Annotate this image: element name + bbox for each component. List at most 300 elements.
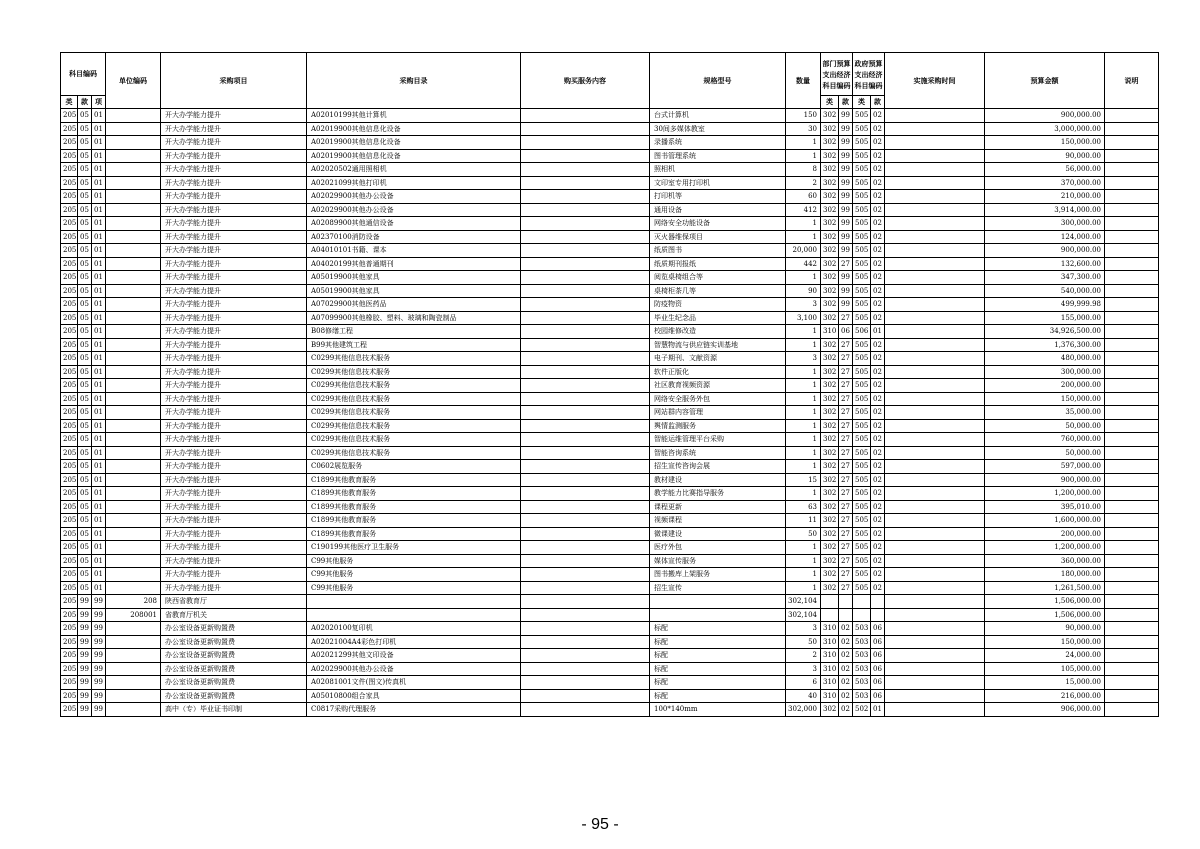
cell-gov-kuan: 02 bbox=[871, 271, 885, 285]
cell-service bbox=[521, 527, 650, 541]
table-row bbox=[61, 203, 1159, 217]
cell-gov-kuan: 02 bbox=[871, 230, 885, 244]
cell-kuan: 05 bbox=[78, 568, 92, 582]
cell-lei: 205 bbox=[61, 676, 78, 690]
cell-time bbox=[885, 406, 985, 420]
table-row bbox=[61, 500, 1159, 514]
cell-time bbox=[885, 514, 985, 528]
cell-time bbox=[885, 433, 985, 447]
cell-note bbox=[1105, 352, 1159, 366]
cell-spec: 媒体宣传服务 bbox=[650, 554, 786, 568]
table-body bbox=[61, 109, 1159, 717]
cell-project: 开大办学能力提升 bbox=[161, 230, 307, 244]
cell-kuan: 05 bbox=[78, 500, 92, 514]
cell-spec: 标配 bbox=[650, 635, 786, 649]
cell-lei: 205 bbox=[61, 433, 78, 447]
cell-service bbox=[521, 257, 650, 271]
cell-spec: 智慧物流与供应链实训基地 bbox=[650, 338, 786, 352]
cell-qty: 3 bbox=[786, 662, 821, 676]
cell-spec: 30间多媒体教室 bbox=[650, 122, 786, 136]
cell-gov-lei bbox=[853, 608, 871, 622]
cell-dept-lei: 302 bbox=[821, 473, 839, 487]
header-gov-code: 政府预算支出经济科目编码 bbox=[853, 53, 885, 96]
cell-note bbox=[1105, 419, 1159, 433]
cell-time bbox=[885, 379, 985, 393]
cell-xiang: 01 bbox=[92, 230, 106, 244]
cell-project: 办公室设备更新购置费 bbox=[161, 676, 307, 690]
cell-spec: 医疗外包 bbox=[650, 541, 786, 555]
cell-xiang: 01 bbox=[92, 325, 106, 339]
cell-qty: 3 bbox=[786, 298, 821, 312]
cell-gov-kuan: 02 bbox=[871, 338, 885, 352]
cell-dept-lei: 310 bbox=[821, 689, 839, 703]
cell-time bbox=[885, 703, 985, 717]
cell-project: 开大办学能力提升 bbox=[161, 257, 307, 271]
cell-unit-code bbox=[106, 365, 161, 379]
cell-catalog: A07029900其他医药品 bbox=[307, 298, 521, 312]
cell-kuan: 99 bbox=[78, 703, 92, 717]
cell-lei: 205 bbox=[61, 311, 78, 325]
cell-time bbox=[885, 622, 985, 636]
cell-kuan: 05 bbox=[78, 176, 92, 190]
cell-spec: 微课建设 bbox=[650, 527, 786, 541]
cell-gov-lei: 505 bbox=[853, 176, 871, 190]
cell-dept-lei: 302 bbox=[821, 298, 839, 312]
cell-xiang: 01 bbox=[92, 271, 106, 285]
cell-lei: 205 bbox=[61, 460, 78, 474]
cell-spec: 通用设备 bbox=[650, 203, 786, 217]
cell-dept-kuan: 06 bbox=[839, 325, 853, 339]
cell-project: 开大办学能力提升 bbox=[161, 109, 307, 123]
cell-dept-lei: 310 bbox=[821, 676, 839, 690]
cell-dept-kuan: 02 bbox=[839, 662, 853, 676]
cell-xiang: 99 bbox=[92, 662, 106, 676]
cell-project: 开大办学能力提升 bbox=[161, 352, 307, 366]
cell-kuan: 05 bbox=[78, 244, 92, 258]
cell-kuan: 05 bbox=[78, 230, 92, 244]
cell-service bbox=[521, 595, 650, 609]
cell-unit-code bbox=[106, 230, 161, 244]
cell-kuan: 05 bbox=[78, 190, 92, 204]
cell-service bbox=[521, 676, 650, 690]
cell-dept-lei: 302 bbox=[821, 163, 839, 177]
cell-time bbox=[885, 311, 985, 325]
cell-unit-code bbox=[106, 203, 161, 217]
cell-catalog: A02019900其他信息化设备 bbox=[307, 122, 521, 136]
cell-qty: 11 bbox=[786, 514, 821, 528]
cell-note bbox=[1105, 311, 1159, 325]
cell-catalog: C0299其他信息技术服务 bbox=[307, 406, 521, 420]
cell-xiang: 01 bbox=[92, 109, 106, 123]
header-lei: 类 bbox=[61, 96, 78, 109]
cell-gov-kuan: 02 bbox=[871, 311, 885, 325]
cell-kuan: 05 bbox=[78, 460, 92, 474]
cell-xiang: 01 bbox=[92, 487, 106, 501]
cell-gov-lei: 505 bbox=[853, 581, 871, 595]
cell-qty: 1 bbox=[786, 581, 821, 595]
cell-spec: 录播系统 bbox=[650, 136, 786, 150]
cell-gov-kuan: 02 bbox=[871, 568, 885, 582]
cell-lei: 205 bbox=[61, 379, 78, 393]
cell-amount: 3,000,000.00 bbox=[985, 122, 1105, 136]
cell-lei: 205 bbox=[61, 662, 78, 676]
cell-service bbox=[521, 460, 650, 474]
header-service: 购买服务内容 bbox=[521, 53, 650, 109]
cell-catalog: A02029900其他办公设备 bbox=[307, 662, 521, 676]
cell-note bbox=[1105, 284, 1159, 298]
cell-lei: 205 bbox=[61, 230, 78, 244]
cell-xiang: 01 bbox=[92, 257, 106, 271]
table-row bbox=[61, 176, 1159, 190]
cell-amount: 216,000.00 bbox=[985, 689, 1105, 703]
cell-note bbox=[1105, 176, 1159, 190]
cell-dept-lei: 302 bbox=[821, 203, 839, 217]
cell-gov-lei: 505 bbox=[853, 136, 871, 150]
cell-project: 开大办学能力提升 bbox=[161, 554, 307, 568]
cell-project: 办公室设备更新购置费 bbox=[161, 622, 307, 636]
cell-project: 开大办学能力提升 bbox=[161, 244, 307, 258]
cell-project: 开大办学能力提升 bbox=[161, 122, 307, 136]
cell-note bbox=[1105, 325, 1159, 339]
cell-gov-lei: 505 bbox=[853, 217, 871, 231]
cell-service bbox=[521, 662, 650, 676]
table-row bbox=[61, 581, 1159, 595]
cell-xiang: 01 bbox=[92, 541, 106, 555]
cell-time bbox=[885, 217, 985, 231]
cell-gov-kuan: 01 bbox=[871, 703, 885, 717]
header-kuan: 款 bbox=[78, 96, 92, 109]
cell-xiang: 01 bbox=[92, 203, 106, 217]
cell-spec: 软件正版化 bbox=[650, 365, 786, 379]
cell-dept-kuan: 02 bbox=[839, 703, 853, 717]
cell-spec: 标配 bbox=[650, 689, 786, 703]
cell-service bbox=[521, 473, 650, 487]
cell-time bbox=[885, 554, 985, 568]
cell-time bbox=[885, 460, 985, 474]
cell-project: 省教育厅机关 bbox=[161, 608, 307, 622]
cell-kuan: 05 bbox=[78, 527, 92, 541]
cell-qty: 40 bbox=[786, 689, 821, 703]
cell-xiang: 01 bbox=[92, 514, 106, 528]
cell-gov-lei: 505 bbox=[853, 419, 871, 433]
cell-amount: 347,300.00 bbox=[985, 271, 1105, 285]
cell-gov-lei: 505 bbox=[853, 446, 871, 460]
cell-lei: 205 bbox=[61, 352, 78, 366]
cell-dept-lei: 302 bbox=[821, 406, 839, 420]
cell-note bbox=[1105, 446, 1159, 460]
cell-qty: 1 bbox=[786, 325, 821, 339]
cell-time bbox=[885, 338, 985, 352]
cell-amount: 1,200,000.00 bbox=[985, 487, 1105, 501]
cell-kuan: 05 bbox=[78, 298, 92, 312]
cell-kuan: 99 bbox=[78, 622, 92, 636]
cell-kuan: 05 bbox=[78, 203, 92, 217]
cell-time bbox=[885, 203, 985, 217]
cell-xiang: 01 bbox=[92, 136, 106, 150]
cell-catalog: A02021004A4彩色打印机 bbox=[307, 635, 521, 649]
cell-amount: 300,000.00 bbox=[985, 365, 1105, 379]
cell-amount: 15,000.00 bbox=[985, 676, 1105, 690]
cell-unit-code bbox=[106, 284, 161, 298]
cell-xiang: 99 bbox=[92, 608, 106, 622]
cell-spec: 教学能力比赛指导服务 bbox=[650, 487, 786, 501]
header-project: 采购项目 bbox=[161, 53, 307, 109]
table-row bbox=[61, 689, 1159, 703]
cell-xiang: 01 bbox=[92, 527, 106, 541]
cell-gov-kuan: 02 bbox=[871, 365, 885, 379]
cell-unit-code bbox=[106, 311, 161, 325]
cell-time bbox=[885, 649, 985, 663]
cell-note bbox=[1105, 500, 1159, 514]
cell-xiang: 01 bbox=[92, 460, 106, 474]
cell-catalog: C0299其他信息技术服务 bbox=[307, 392, 521, 406]
table-row bbox=[61, 122, 1159, 136]
cell-kuan: 05 bbox=[78, 392, 92, 406]
cell-gov-lei: 505 bbox=[853, 433, 871, 447]
cell-lei: 205 bbox=[61, 554, 78, 568]
cell-time bbox=[885, 122, 985, 136]
cell-service bbox=[521, 338, 650, 352]
cell-catalog: C0602展览服务 bbox=[307, 460, 521, 474]
cell-service bbox=[521, 689, 650, 703]
cell-gov-lei: 505 bbox=[853, 352, 871, 366]
cell-amount: 360,000.00 bbox=[985, 554, 1105, 568]
cell-spec: 视频课程 bbox=[650, 514, 786, 528]
cell-note bbox=[1105, 554, 1159, 568]
cell-unit-code: 208001 bbox=[106, 608, 161, 622]
cell-amount: 370,000.00 bbox=[985, 176, 1105, 190]
cell-xiang: 01 bbox=[92, 379, 106, 393]
cell-spec: 标配 bbox=[650, 676, 786, 690]
cell-xiang: 01 bbox=[92, 284, 106, 298]
cell-lei: 205 bbox=[61, 581, 78, 595]
cell-dept-kuan bbox=[839, 608, 853, 622]
cell-gov-kuan: 02 bbox=[871, 460, 885, 474]
cell-gov-kuan: 02 bbox=[871, 392, 885, 406]
table-row bbox=[61, 338, 1159, 352]
header-dept-lei: 类 bbox=[821, 96, 839, 109]
cell-lei: 205 bbox=[61, 473, 78, 487]
cell-amount: 90,000.00 bbox=[985, 622, 1105, 636]
cell-dept-lei: 302 bbox=[821, 541, 839, 555]
cell-xiang: 01 bbox=[92, 149, 106, 163]
cell-dept-lei: 302 bbox=[821, 217, 839, 231]
cell-gov-kuan: 06 bbox=[871, 662, 885, 676]
cell-kuan: 05 bbox=[78, 217, 92, 231]
cell-catalog: A02089900其他通信设备 bbox=[307, 217, 521, 231]
cell-project: 开大办学能力提升 bbox=[161, 460, 307, 474]
cell-dept-lei: 302 bbox=[821, 446, 839, 460]
cell-lei: 205 bbox=[61, 149, 78, 163]
cell-unit-code bbox=[106, 446, 161, 460]
cell-amount: 900,000.00 bbox=[985, 109, 1105, 123]
cell-gov-lei: 505 bbox=[853, 406, 871, 420]
table-row bbox=[61, 676, 1159, 690]
cell-dept-kuan: 99 bbox=[839, 244, 853, 258]
cell-service bbox=[521, 419, 650, 433]
cell-unit-code bbox=[106, 244, 161, 258]
cell-lei: 205 bbox=[61, 257, 78, 271]
cell-catalog: A02029900其他办公设备 bbox=[307, 203, 521, 217]
cell-dept-lei: 302 bbox=[821, 136, 839, 150]
cell-amount: 155,000.00 bbox=[985, 311, 1105, 325]
cell-gov-lei: 502 bbox=[853, 703, 871, 717]
table-row bbox=[61, 298, 1159, 312]
cell-spec: 标配 bbox=[650, 662, 786, 676]
cell-dept-kuan: 27 bbox=[839, 311, 853, 325]
cell-dept-kuan: 02 bbox=[839, 649, 853, 663]
procurement-table bbox=[60, 52, 1159, 717]
cell-time bbox=[885, 527, 985, 541]
cell-xiang: 01 bbox=[92, 406, 106, 420]
cell-spec: 照相机 bbox=[650, 163, 786, 177]
cell-note bbox=[1105, 433, 1159, 447]
cell-qty: 1 bbox=[786, 446, 821, 460]
cell-catalog: A02081001文件(图文)传真机 bbox=[307, 676, 521, 690]
cell-service bbox=[521, 190, 650, 204]
cell-kuan: 99 bbox=[78, 595, 92, 609]
cell-xiang: 01 bbox=[92, 433, 106, 447]
header-unit-code: 单位编码 bbox=[106, 53, 161, 109]
cell-service bbox=[521, 446, 650, 460]
cell-dept-kuan: 27 bbox=[839, 514, 853, 528]
table-row bbox=[61, 271, 1159, 285]
cell-note bbox=[1105, 257, 1159, 271]
cell-dept-kuan: 27 bbox=[839, 460, 853, 474]
cell-time bbox=[885, 419, 985, 433]
cell-spec: 100*140mm bbox=[650, 703, 786, 717]
cell-amount: 3,914,000.00 bbox=[985, 203, 1105, 217]
cell-time bbox=[885, 635, 985, 649]
cell-amount: 300,000.00 bbox=[985, 217, 1105, 231]
cell-qty: 1 bbox=[786, 460, 821, 474]
cell-unit-code bbox=[106, 433, 161, 447]
header-spec: 规格型号 bbox=[650, 53, 786, 109]
cell-spec: 毕业生纪念品 bbox=[650, 311, 786, 325]
cell-gov-kuan: 02 bbox=[871, 122, 885, 136]
cell-dept-lei: 302 bbox=[821, 149, 839, 163]
cell-note bbox=[1105, 649, 1159, 663]
cell-amount: 150,000.00 bbox=[985, 635, 1105, 649]
cell-xiang: 01 bbox=[92, 392, 106, 406]
cell-service bbox=[521, 541, 650, 555]
cell-gov-lei: 505 bbox=[853, 379, 871, 393]
cell-spec: 标配 bbox=[650, 622, 786, 636]
cell-kuan: 05 bbox=[78, 136, 92, 150]
cell-service bbox=[521, 325, 650, 339]
cell-xiang: 99 bbox=[92, 635, 106, 649]
cell-dept-kuan: 27 bbox=[839, 433, 853, 447]
cell-dept-lei: 302 bbox=[821, 190, 839, 204]
cell-kuan: 05 bbox=[78, 109, 92, 123]
cell-lei: 205 bbox=[61, 622, 78, 636]
cell-qty: 30 bbox=[786, 122, 821, 136]
cell-gov-kuan: 02 bbox=[871, 149, 885, 163]
cell-dept-kuan: 99 bbox=[839, 284, 853, 298]
cell-xiang: 01 bbox=[92, 568, 106, 582]
cell-unit-code bbox=[106, 473, 161, 487]
cell-time bbox=[885, 325, 985, 339]
cell-catalog: A02020100复印机 bbox=[307, 622, 521, 636]
cell-project: 开大办学能力提升 bbox=[161, 365, 307, 379]
cell-catalog: B99其他建筑工程 bbox=[307, 338, 521, 352]
cell-qty: 1 bbox=[786, 365, 821, 379]
cell-gov-kuan: 02 bbox=[871, 203, 885, 217]
cell-qty: 3 bbox=[786, 352, 821, 366]
cell-spec: 招生宣传 bbox=[650, 581, 786, 595]
cell-catalog: C99其他服务 bbox=[307, 581, 521, 595]
cell-time bbox=[885, 689, 985, 703]
cell-unit-code bbox=[106, 338, 161, 352]
cell-lei: 205 bbox=[61, 703, 78, 717]
table-row bbox=[61, 554, 1159, 568]
cell-time bbox=[885, 257, 985, 271]
cell-kuan: 05 bbox=[78, 541, 92, 555]
cell-project: 开大办学能力提升 bbox=[161, 325, 307, 339]
cell-project: 办公室设备更新购置费 bbox=[161, 662, 307, 676]
cell-catalog: A05010800组合家具 bbox=[307, 689, 521, 703]
cell-lei: 205 bbox=[61, 689, 78, 703]
cell-lei: 205 bbox=[61, 568, 78, 582]
cell-service bbox=[521, 136, 650, 150]
cell-dept-lei: 302 bbox=[821, 703, 839, 717]
cell-kuan: 99 bbox=[78, 635, 92, 649]
cell-gov-kuan: 02 bbox=[871, 176, 885, 190]
cell-catalog: A02029900其他办公设备 bbox=[307, 190, 521, 204]
cell-gov-lei: 503 bbox=[853, 662, 871, 676]
table-row bbox=[61, 136, 1159, 150]
cell-xiang: 01 bbox=[92, 419, 106, 433]
cell-dept-lei: 302 bbox=[821, 392, 839, 406]
cell-lei: 205 bbox=[61, 325, 78, 339]
cell-catalog: C1899其他教育服务 bbox=[307, 500, 521, 514]
cell-note bbox=[1105, 595, 1159, 609]
cell-service bbox=[521, 433, 650, 447]
table-row bbox=[61, 365, 1159, 379]
cell-dept-lei: 302 bbox=[821, 257, 839, 271]
cell-amount: 200,000.00 bbox=[985, 379, 1105, 393]
cell-unit-code bbox=[106, 163, 161, 177]
cell-time bbox=[885, 230, 985, 244]
cell-kuan: 05 bbox=[78, 311, 92, 325]
cell-dept-kuan: 27 bbox=[839, 392, 853, 406]
cell-gov-kuan: 02 bbox=[871, 190, 885, 204]
cell-gov-kuan: 02 bbox=[871, 554, 885, 568]
cell-gov-lei: 505 bbox=[853, 514, 871, 528]
table-row bbox=[61, 257, 1159, 271]
cell-amount: 24,000.00 bbox=[985, 649, 1105, 663]
cell-catalog: C99其他服务 bbox=[307, 568, 521, 582]
table-row bbox=[61, 433, 1159, 447]
cell-dept-kuan: 99 bbox=[839, 217, 853, 231]
cell-lei: 205 bbox=[61, 419, 78, 433]
cell-catalog: A02020502通用照相机 bbox=[307, 163, 521, 177]
cell-gov-lei: 505 bbox=[853, 568, 871, 582]
cell-qty: 3,100 bbox=[786, 311, 821, 325]
cell-gov-lei: 505 bbox=[853, 109, 871, 123]
cell-catalog: C0299其他信息技术服务 bbox=[307, 446, 521, 460]
cell-xiang: 99 bbox=[92, 676, 106, 690]
cell-gov-lei: 505 bbox=[853, 500, 871, 514]
cell-service bbox=[521, 352, 650, 366]
cell-time bbox=[885, 568, 985, 582]
header-catalog: 采购目录 bbox=[307, 53, 521, 109]
cell-xiang: 01 bbox=[92, 554, 106, 568]
cell-qty: 1 bbox=[786, 338, 821, 352]
cell-xiang: 01 bbox=[92, 163, 106, 177]
cell-qty: 50 bbox=[786, 635, 821, 649]
cell-project: 开大办学能力提升 bbox=[161, 541, 307, 555]
